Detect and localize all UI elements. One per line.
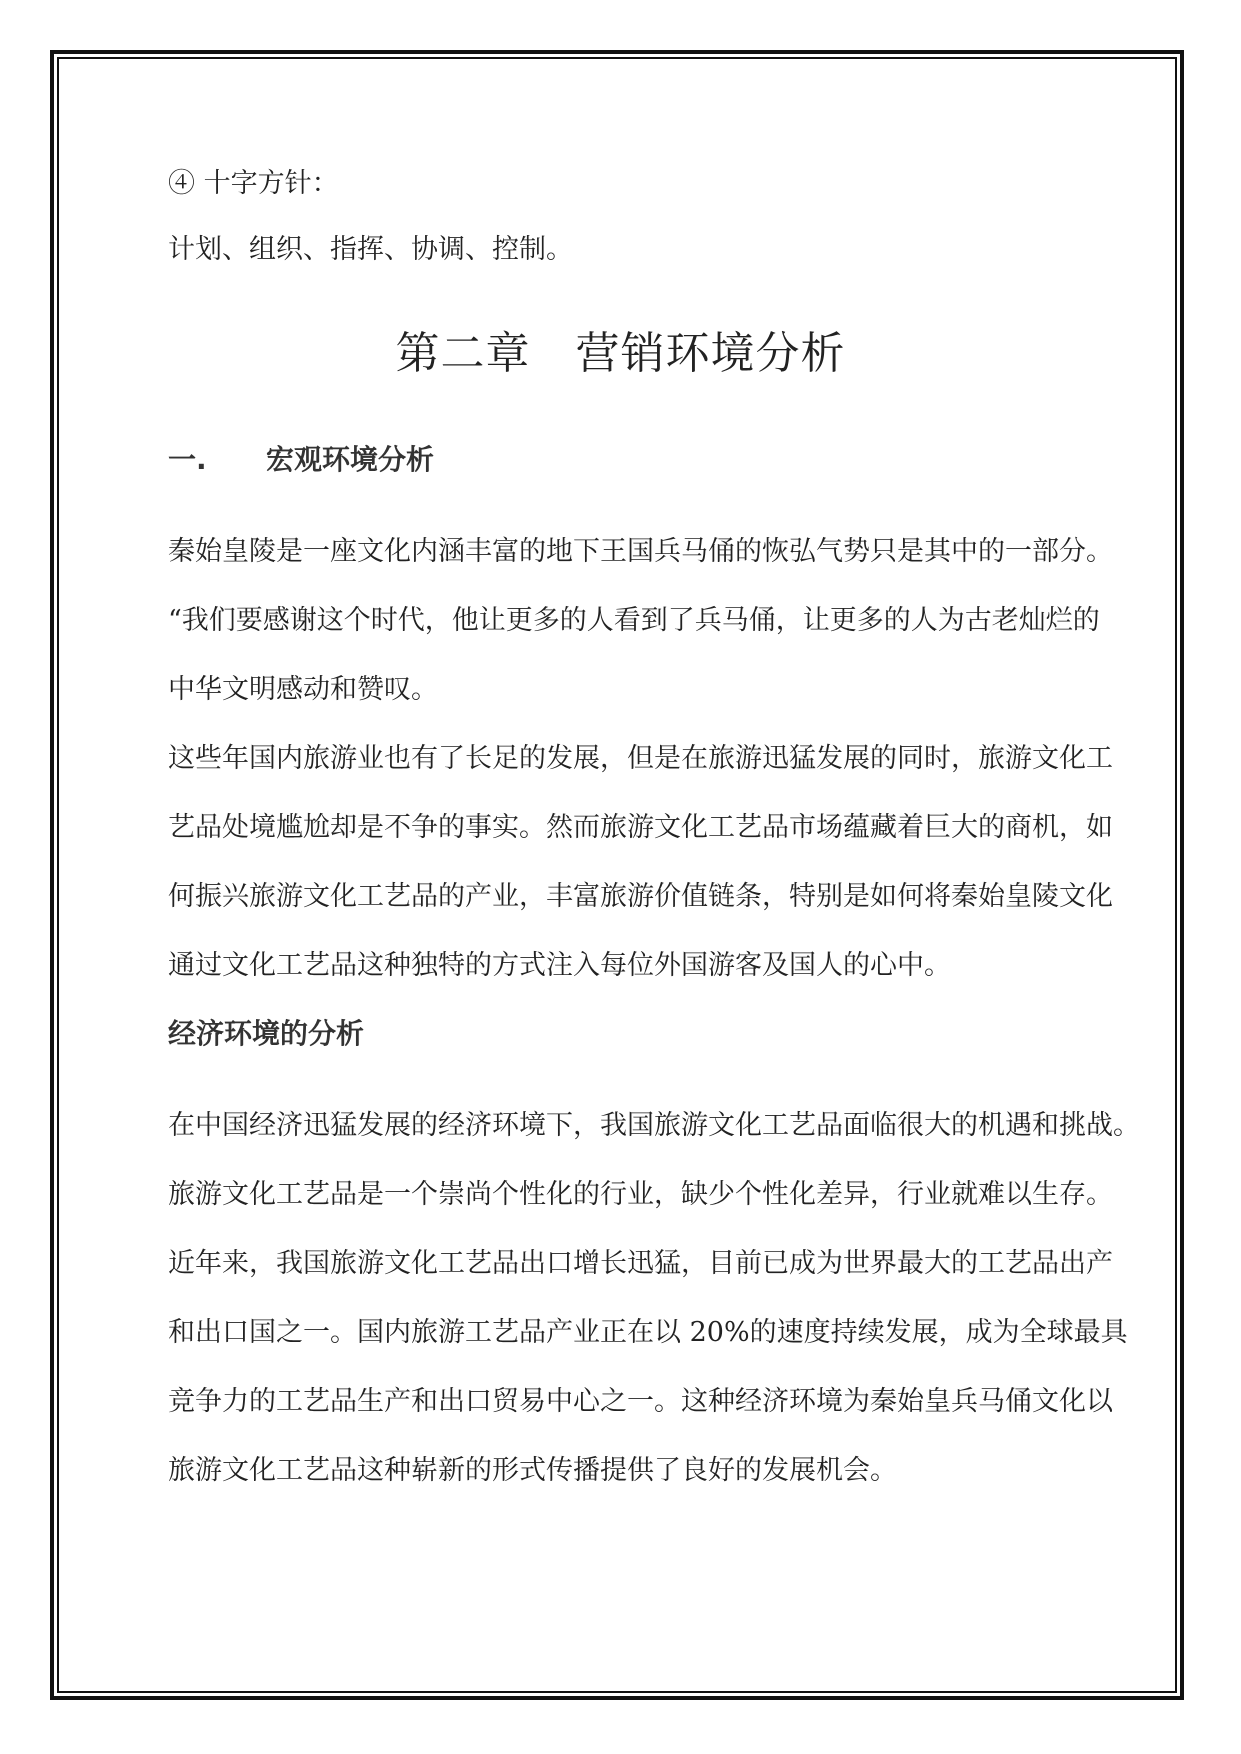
paragraph-line: 在中国经济迅猛发展的经济环境下，我国旅游文化工艺品面临很大的机遇和挑战。 [168, 1110, 1140, 1141]
section-heading-economic: 经济环境的分析 [168, 1017, 365, 1050]
paragraph-line: 艺品处境尴尬却是不争的事实。然而旅游文化工艺品市场蕴藏着巨大的商机，如 [168, 812, 1113, 843]
page-border-inner [57, 57, 1177, 1693]
paragraph-line: 中华文明感动和赞叹。 [168, 674, 438, 705]
paragraph-line: “我们要感谢这个时代，他让更多的人看到了兵马俑，让更多的人为古老灿烂的 [168, 605, 1100, 636]
paragraph-line: 通过文化工艺品这种独特的方式注入每位外国游客及国人的心中。 [168, 950, 951, 981]
paragraph-line: 近年来，我国旅游文化工艺品出口增长迅猛，目前已成为世界最大的工艺品出产 [168, 1248, 1113, 1279]
section-title: 宏观环境分析 [266, 443, 435, 476]
paragraph-line: 秦始皇陵是一座文化内涵丰富的地下王国兵马俑的恢弘气势只是其中的一部分。 [168, 536, 1113, 567]
section-heading-macro [168, 443, 435, 476]
section-number: 一. [168, 443, 207, 476]
paragraph-line: 何振兴旅游文化工艺品的产业，丰富旅游价值链条，特别是如何将秦始皇陵文化 [168, 881, 1113, 912]
chapter-title: 第二章 营销环境分析 [395, 328, 846, 379]
paragraph-line: 旅游文化工艺品这种崭新的形式传播提供了良好的发展机会。 [168, 1455, 897, 1486]
paragraph-line: 和出口国之一。国内旅游工艺品产业正在以 20%的速度持续发展，成为全球最具 [168, 1317, 1128, 1348]
paragraph-line: 这些年国内旅游业也有了长足的发展，但是在旅游迅猛发展的同时，旅游文化工 [168, 743, 1113, 774]
paragraph-line: 竞争力的工艺品生产和出口贸易中心之一。这种经济环境为秦始皇兵马俑文化以 [168, 1386, 1113, 1417]
list-item-label: ④ 十字方针： [168, 168, 339, 199]
paragraph-line: 旅游文化工艺品是一个崇尚个性化的行业，缺少个性化差异，行业就难以生存。 [168, 1179, 1113, 1210]
list-item-text: 计划、组织、指挥、协调、控制。 [168, 234, 573, 265]
